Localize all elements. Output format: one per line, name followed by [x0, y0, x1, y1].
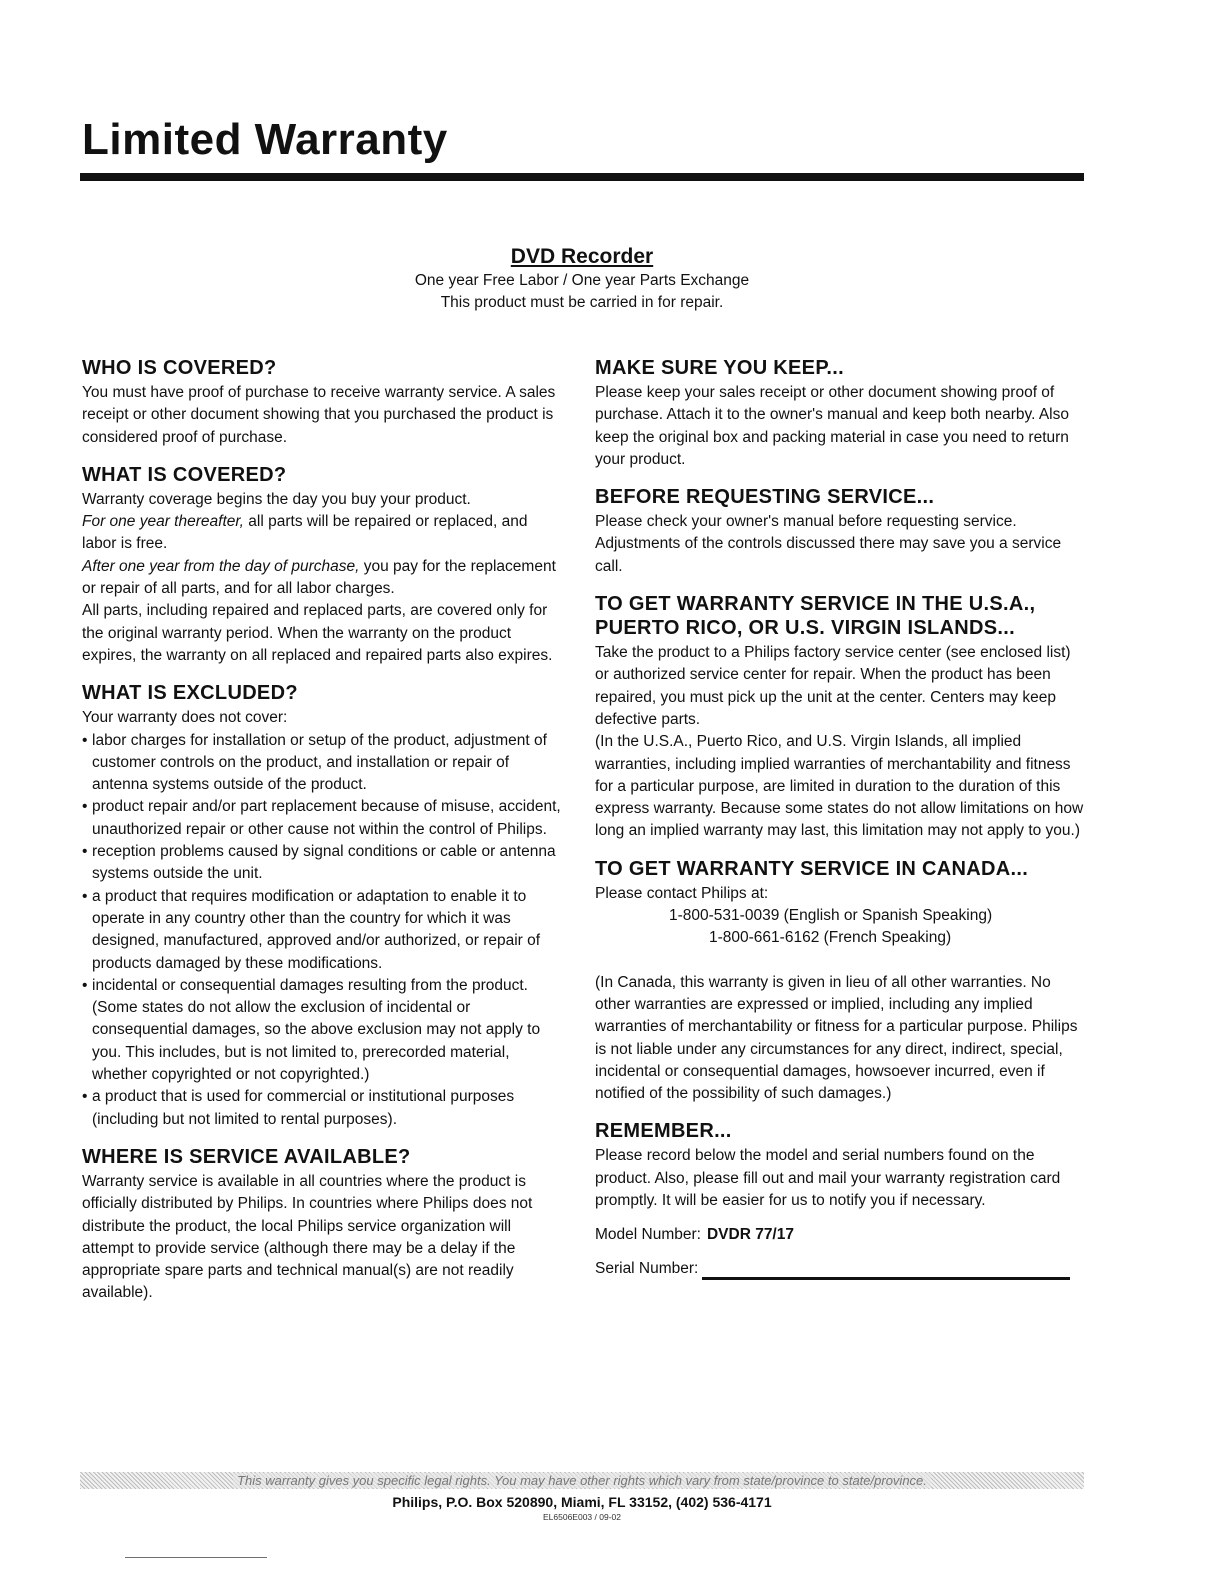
section-body: You must have proof of purchase to receive warranty service. A sales receipt or other document showing that you purchased the product is considered proof of purchase. [82, 384, 556, 446]
section-before-service [595, 485, 1087, 578]
product-name: DVD Recorder [510, 245, 654, 268]
product-block [362, 244, 802, 314]
section-body: Warranty service is available in all countries where the product is officially distributed by Philips. In countries where Philips does not distribute the product, the local Philips service organization will attempt to provide service (although there may be a delay if the appropriate spare parts and technical manual(s) are not readily available). [82, 1172, 533, 1302]
section-paragraph [82, 511, 566, 556]
model-number-row [595, 1224, 1087, 1246]
paragraph-rest: you pay for the replacement or repair of all parts, and for all labor charges. [82, 557, 556, 598]
section-heading: WHO IS COVERED? [82, 357, 277, 379]
list-item: • a product that requires modification or adaptation to enable it to operate in any country other than the country for which it was designed, manufactured, approved and/or authorized, or repair of products damaged by these modifications. [82, 886, 566, 975]
title-rule [80, 173, 1084, 181]
document-code: EL6506E003 / 09-02 [543, 1512, 621, 1522]
italic-lead: After one year from the day of purchase, [82, 557, 360, 575]
serial-number-row [595, 1258, 1087, 1280]
section-heading: REMEMBER... [595, 1120, 732, 1143]
model-number-label: Model Number: [595, 1226, 701, 1244]
section-paragraph [82, 556, 566, 601]
section-heading: BEFORE REQUESTING SERVICE... [595, 486, 935, 509]
section-body: (In Canada, this warranty is given in lieu of all other warranties. No other warranties are expressed or implied, including any implied warranties of merchantability or fitness for a particular purpose. Philips is not liable under any circumstances for any direct, indirect, special, incidental or consequential damages, howsoever incurred, even if notified of the possibility of such damages.) [595, 973, 1078, 1103]
serial-number-blank-line [702, 1259, 1070, 1280]
right-column [595, 356, 1087, 1294]
serial-number-label: Serial Number: [595, 1260, 699, 1278]
section-what-covered [82, 463, 566, 667]
list-item: • incidental or consequential damages resulting from the product. (Some states do not allow the exclusion of incidental or consequential damages, so the above exclusion may not apply to you. This includes, but is not limited to, prerecorded material, whether copyrighted or not copyrighted.) [82, 975, 566, 1086]
section-body: Please check your owner's manual before requesting service. Adjustments of the controls discussed there may save you a service call. [595, 513, 1062, 575]
section-heading: WHAT IS EXCLUDED? [82, 682, 298, 705]
section-canada-service [595, 857, 1087, 1106]
section-intro: Your warranty does not cover: [82, 709, 288, 727]
list-item: • a product that is used for commercial or institutional purposes (including but not limited to rental purposes). [82, 1086, 566, 1131]
legal-rights-band [80, 1472, 1084, 1489]
paragraph-rest: all parts will be repaired or replaced, and labor is free. [82, 513, 528, 553]
section-paragraph: Warranty coverage begins the day you buy your product. [82, 490, 471, 508]
italic-lead: For one year thereafter, [82, 513, 244, 531]
exclusions-list [82, 730, 566, 1131]
phone-english-spanish: 1-800-531-0039 (English or Spanish Speaking) [669, 907, 993, 925]
section-body: Please keep your sales receipt or other document showing proof of purchase. Attach it to the owner's manual and keep both nearby. Also keep the original box and packing material in case you need to return your product. [595, 384, 1069, 468]
section-paragraph: Take the product to a Philips factory service center (see enclosed list) or authorized service center for repair. When the product has been repaired, you must pick up the unit at the center. Centers may keep defective parts. [595, 644, 1071, 728]
section-what-excluded [82, 681, 566, 1131]
list-item: • labor charges for installation or setup of the product, adjustment of customer controls on the product, and installation or repair of antenna systems outside of the product. [82, 730, 566, 797]
section-remember [595, 1119, 1087, 1280]
left-column [82, 356, 566, 1319]
list-item: • reception problems caused by signal conditions or cable or antenna systems outside the unit. [82, 841, 566, 886]
section-who-covered [82, 356, 566, 449]
section-paragraph: (In the U.S.A., Puerto Rico, and U.S. Virgin Islands, all implied warranties, including implied warranties of merchantability and fitness for a particular purpose, are limited in duration to the duration of this express warranty. Because some states do not allow limitations on how long an implied warranty may last, this limitation may not apply to you.) [595, 733, 1084, 840]
section-intro: Please contact Philips at: [595, 884, 769, 902]
product-coverage-line: One year Free Labor / One year Parts Exchange [414, 272, 750, 289]
list-item: • product repair and/or part replacement because of misuse, accident, unauthorized repair or other cause not within the control of Philips. [82, 796, 566, 841]
section-paragraph: All parts, including repaired and replaced parts, are covered only for the original warranty period. When the warranty on the product expires, the warranty on all replaced and repaired parts also expires. [82, 602, 553, 664]
section-where-service [82, 1145, 566, 1305]
section-heading: MAKE SURE YOU KEEP... [595, 357, 844, 379]
section-body: Please record below the model and serial numbers found on the product. Also, please fill out and mail your warranty registration card promptly. It will be easier for us to notify you if necessary. [595, 1147, 1061, 1210]
section-heading: TO GET WARRANTY SERVICE IN THE U.S.A., PUERTO RICO, OR U.S. VIRGIN ISLANDS... [595, 593, 1036, 640]
phone-french: 1-800-661-6162 (French Speaking) [709, 929, 952, 947]
section-heading: TO GET WARRANTY SERVICE IN CANADA... [595, 857, 1029, 880]
legal-rights-text: This warranty gives you specific legal rights. You may have other rights which vary from state/province to state/province. [233, 1473, 931, 1488]
page-title: Limited Warranty [82, 115, 448, 164]
section-make-sure [595, 356, 1087, 471]
page-edge-line [125, 1557, 267, 1558]
section-usa-service [595, 592, 1087, 843]
product-carry-in-line: This product must be carried in for repair. [440, 294, 724, 311]
philips-address: Philips, P.O. Box 520890, Miami, FL 33152, (402) 536-4171 [392, 1494, 772, 1510]
spacer [595, 950, 1087, 972]
section-heading: WHAT IS COVERED? [82, 463, 287, 486]
model-number-value: DVDR 77/17 [706, 1226, 794, 1244]
section-heading: WHERE IS SERVICE AVAILABLE? [82, 1145, 411, 1168]
